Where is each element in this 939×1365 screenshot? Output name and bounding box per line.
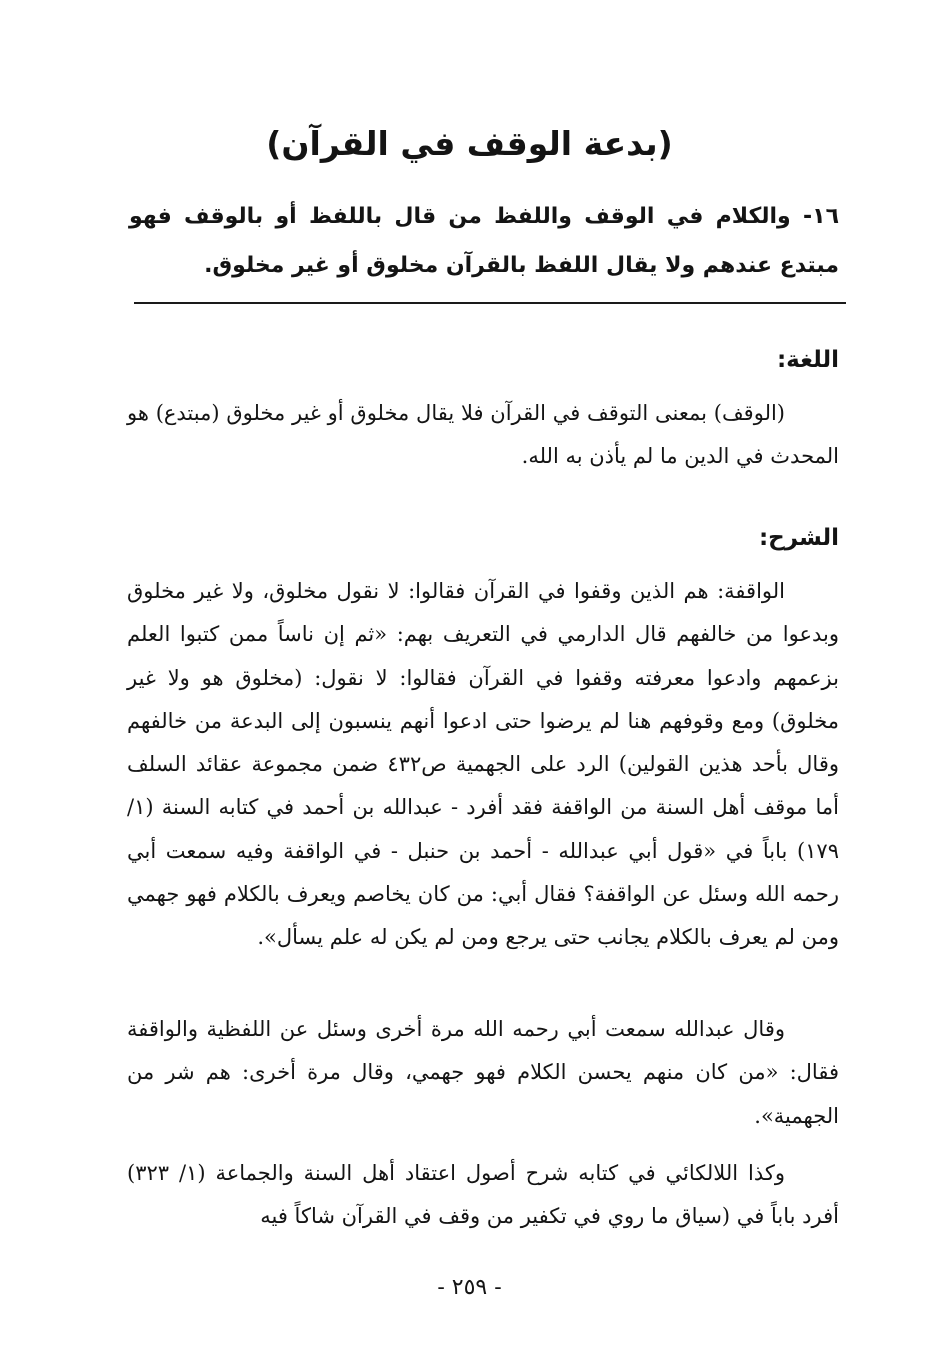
page-number: - ٢٥٩ - [437,1275,502,1300]
explanation-paragraph-1: الواقفة: هم الذين وقفوا في القرآن فقالوا: لا نقول مخلوق، ولا غير مخلوق وبدعوا من خالفهم قال الدارمي في التعريف بهم: «ثم إن ناساً ممن كتبوا العلم بزعمهم وادعوا معرفته وقفوا في القرآن فقالوا: لا نقول: (مخلوق هو ولا غير مخلوق) ومع وقوفهم هنا لم يرضوا حتى ادعوا أنهم ينسبون إلى البدعة من خالفهم وقال بأحد هذين القولين) الرد على الجهمية ص٤٣٢ ضمن مجموعة عقائد السلف أما موقف أهل السنة من الواقفة فقد أفرد - عبدالله بن أحمد في كتابه السنة (١/ ١٧٩) باباً في «قول أبي عبدالله - أحمد بن حنبل - في الواقفة وفيه سمعت أبي رحمه الله وسئل عن الواقفة؟ فقال أبي: من كان يخاصم ويعرف بالكلام فهو جهمي ومن لم يعرف بالكلام يجانب حتى يرجع ومن لم يكن له علم يسأل». [127,579,839,950]
issue-statement: ١٦- والكلام في الوقف واللفظ من قال باللفظ أو بالوقف فهو مبتدع عندهم ولا يقال اللفظ بالقرآن مخلوق أو غير مخلوق. [129,204,839,278]
section-divider [134,302,846,304]
explanation-paragraph-3: وكذا اللالكائي في كتابه شرح أصول اعتقاد أهل السنة والجماعة (١/ ٣٢٣) أفرد باباً في (سياق ما روي في تكفير من وقف في القرآن شاكاً فيه [127,1161,839,1229]
explanation-paragraph-2: وقال عبدالله سمعت أبي رحمه الله مرة أخرى وسئل عن اللفظية والواقفة فقال: «من كان منهم يحسن الكلام فهو جهمي، وقال مرة أخرى: هم شر من الجهمية». [127,1017,839,1128]
explanation-heading: الشرح: [758,525,839,551]
language-heading: اللغة: [776,347,839,373]
chapter-title: (بدعة الوقف في القرآن) [266,124,673,163]
language-text: (الوقف) بمعنى التوقف في القرآن فلا يقال مخلوق أو غير مخلوق (مبتدع) هو المحدث في الدين ما لم يأذن به الله. [127,401,839,469]
